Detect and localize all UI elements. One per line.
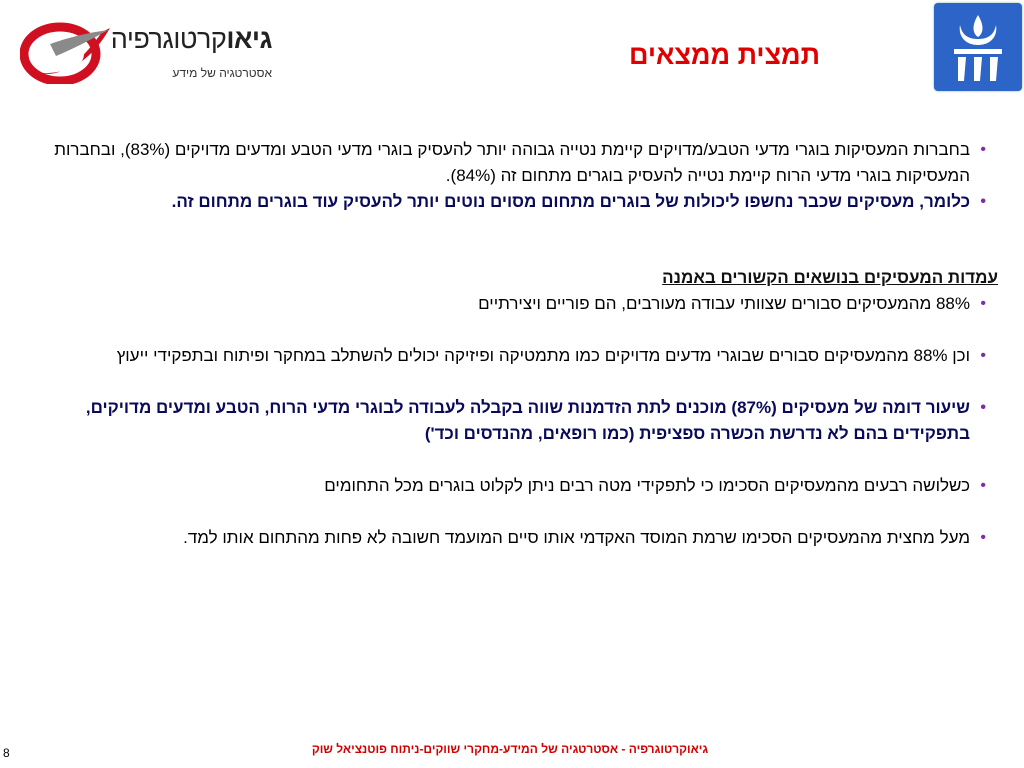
list-item: • כלומר, מעסיקים שכבר נחשפו ליכולות של בוגרים מתחום מסוים נוטים יותר להעסיק עוד בוגרים מתחום זה. (22, 189, 998, 215)
list-item: • וכן 88% מהמעסיקים סבורים שבוגרי מדעים מדויקים כמו מתמטיקה ופיזיקה יכולים להשתלב במחקר ופיתוח ובתפקידי ייעוץ (22, 343, 998, 369)
logo-name: גיאוקרטוגרפיה (110, 24, 272, 54)
page-title: תמצית ממצאים (628, 40, 820, 70)
menorah-emblem-icon (934, 3, 1022, 91)
list-item: • בחברות המעסיקות בוגרי מדעי הטבע/מדויקים קיימת נטייה גבוהה יותר להעסיק בוגרי מדעי הטבע ומדעים מדויקים (83%), ובחברות המעסיקות בוגרי מדעי הרוח קיימת נטייה להעסיק בוגרים מתחום זה (84%). (22, 137, 998, 189)
findings-content (22, 137, 998, 551)
list-item: • מעל מחצית מהמעסיקים הסכימו שרמת המוסד האקדמי אותו סיים המועמד חשובה לא פחות מהתחום אותו למד. (22, 525, 998, 551)
footer-text: גיאוקרטוגרפיה - אסטרטגיה של המידע-מחקרי שווקים-ניתוח פוטנציאל שוק (311, 742, 709, 756)
logo-tagline: אסטרטגיה של מידע (172, 66, 272, 80)
tel-aviv-university-emblem (934, 3, 1022, 91)
list-item: • שיעור דומה של מעסיקים (87%) מוכנים לתת הזדמנות שווה בקבלה לעבודה לבוגרי מדעי הרוח, הטבע ומדעים מדויקים, בתפקידים בהם לא נדרשת הכשרה ספציפית (כמו רופאים, מהנדסים וכד') (22, 395, 998, 447)
page-number: 8 (3, 746, 10, 760)
list-item: • 88% מהמעסיקים סבורים שצוותי עבודה מעורבים, הם פוריים ויצירתיים (22, 291, 998, 317)
section-heading: עמדות המעסיקים בנושאים הקשורים באמנה (662, 268, 998, 287)
intro-bullet-list (22, 137, 998, 215)
section-bullet-list (22, 291, 998, 317)
logo-swoosh-icon (20, 22, 120, 84)
list-item: • כשלושה רבעים מהמעסיקים הסכימו כי לתפקידי מטה רבים ניתן לקלוט בוגרים מכל התחומים (22, 473, 998, 499)
geocartography-logo (20, 22, 270, 84)
